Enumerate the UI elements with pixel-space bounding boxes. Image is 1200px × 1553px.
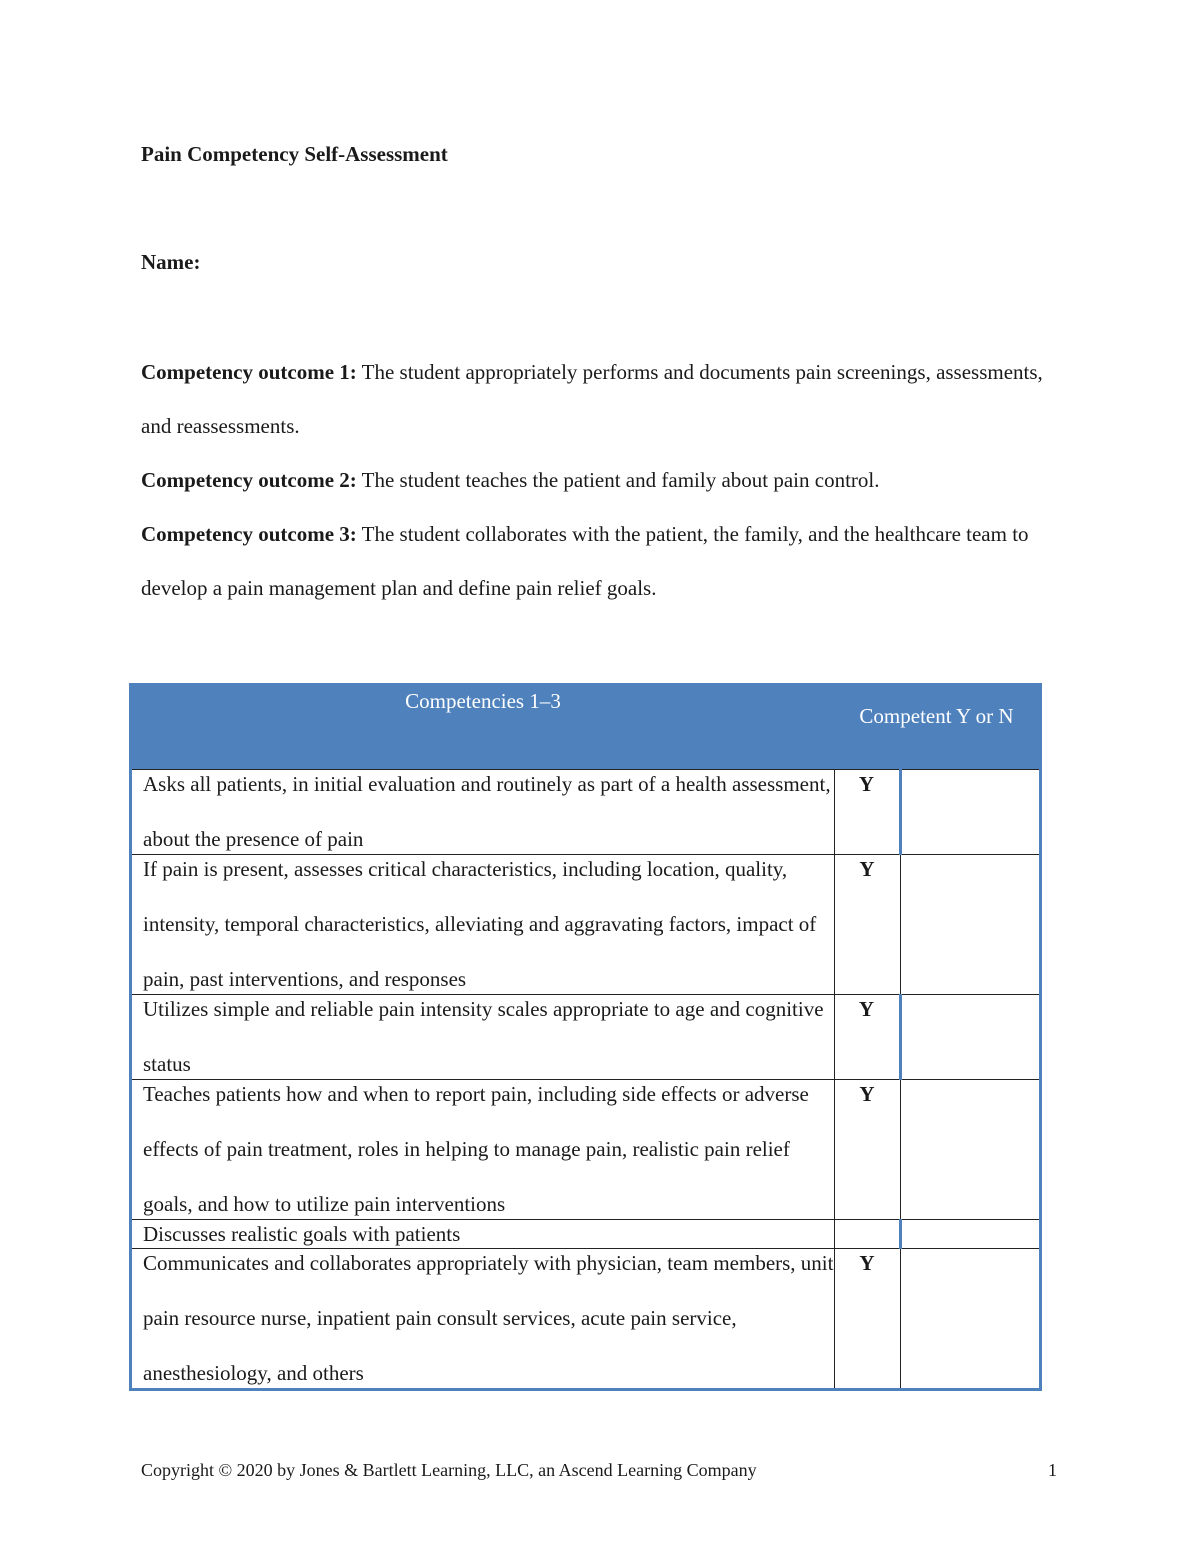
notes-cell[interactable] (900, 770, 1041, 855)
outcome-text: The student collaborates with the patient, the family, and the healthcare team to develop a pain management plan and define pain relief goals. (141, 522, 1029, 600)
notes-cell[interactable] (900, 1220, 1041, 1249)
notes-cell[interactable] (900, 1080, 1041, 1220)
outcome-text: The student teaches the patient and family about pain control. (356, 468, 880, 492)
name-label: Name: (141, 250, 201, 274)
criterion-cell (131, 855, 835, 995)
outcome-label: Competency outcome 2: (141, 468, 357, 492)
answer-value: Y (859, 1251, 875, 1275)
outcome-3 (141, 507, 1061, 615)
criterion-text: Utilizes simple and reliable pain intensity scales appropriate to age and cognitive status (143, 997, 824, 1076)
page-number: 1 (1048, 1460, 1057, 1480)
notes-cell[interactable] (900, 1249, 1041, 1390)
competency-outcomes (141, 345, 1061, 615)
criterion-text: Asks all patients, in initial evaluation and routinely as part of a health assessment, about the presence of pain (143, 772, 831, 851)
table-row (131, 1249, 1041, 1390)
page-title: Pain Competency Self-Assessment (141, 142, 448, 166)
header-competencies: Competencies 1–3 (131, 685, 835, 770)
criterion-cell (131, 1080, 835, 1220)
answer-value: Y (858, 997, 875, 1021)
notes-cell[interactable] (900, 855, 1041, 995)
criterion-text: Teaches patients how and when to report pain, including side effects or adverse effects of pain treatment, roles in helping to manage pain, realistic pain relief goals, and how to utilize pain interventions (143, 1082, 809, 1216)
competency-table (129, 683, 1042, 1391)
header-competent: Competent Y or N (834, 685, 1041, 770)
answer-value: Y (858, 772, 875, 796)
outcome-2 (141, 453, 1061, 507)
answer-value: Y (859, 857, 875, 881)
copyright-footer: Copyright © 2020 by Jones & Bartlett Learning, LLC, an Ascend Learning Company (141, 1460, 757, 1480)
answer-value: Y (859, 1082, 875, 1106)
outcome-text: The student appropriately performs and documents pain screenings, assessments, and reassessments. (141, 360, 1043, 438)
notes-cell[interactable] (900, 995, 1041, 1080)
table-row (131, 1080, 1041, 1220)
criterion-cell (131, 1249, 835, 1390)
criterion-text: Communicates and collaborates appropriately with physician, team members, unit pain resource nurse, inpatient pain consult services, acute pain service, anesthesiology, and others (143, 1251, 834, 1385)
criterion-text: Discusses realistic goals with patients (143, 1222, 461, 1246)
outcome-label: Competency outcome 1: (141, 360, 357, 384)
answer-cell[interactable] (834, 1080, 900, 1220)
answer-cell[interactable] (834, 1249, 900, 1390)
outcome-1 (141, 345, 1061, 453)
outcome-label: Competency outcome 3: (141, 522, 357, 546)
table-row (131, 855, 1041, 995)
answer-cell[interactable] (834, 855, 900, 995)
criterion-text: If pain is present, assesses critical characteristics, including location, quality, intensity, temporal characteristics, alleviating and aggravating factors, impact of pain, past interventions, and responses (143, 857, 817, 991)
